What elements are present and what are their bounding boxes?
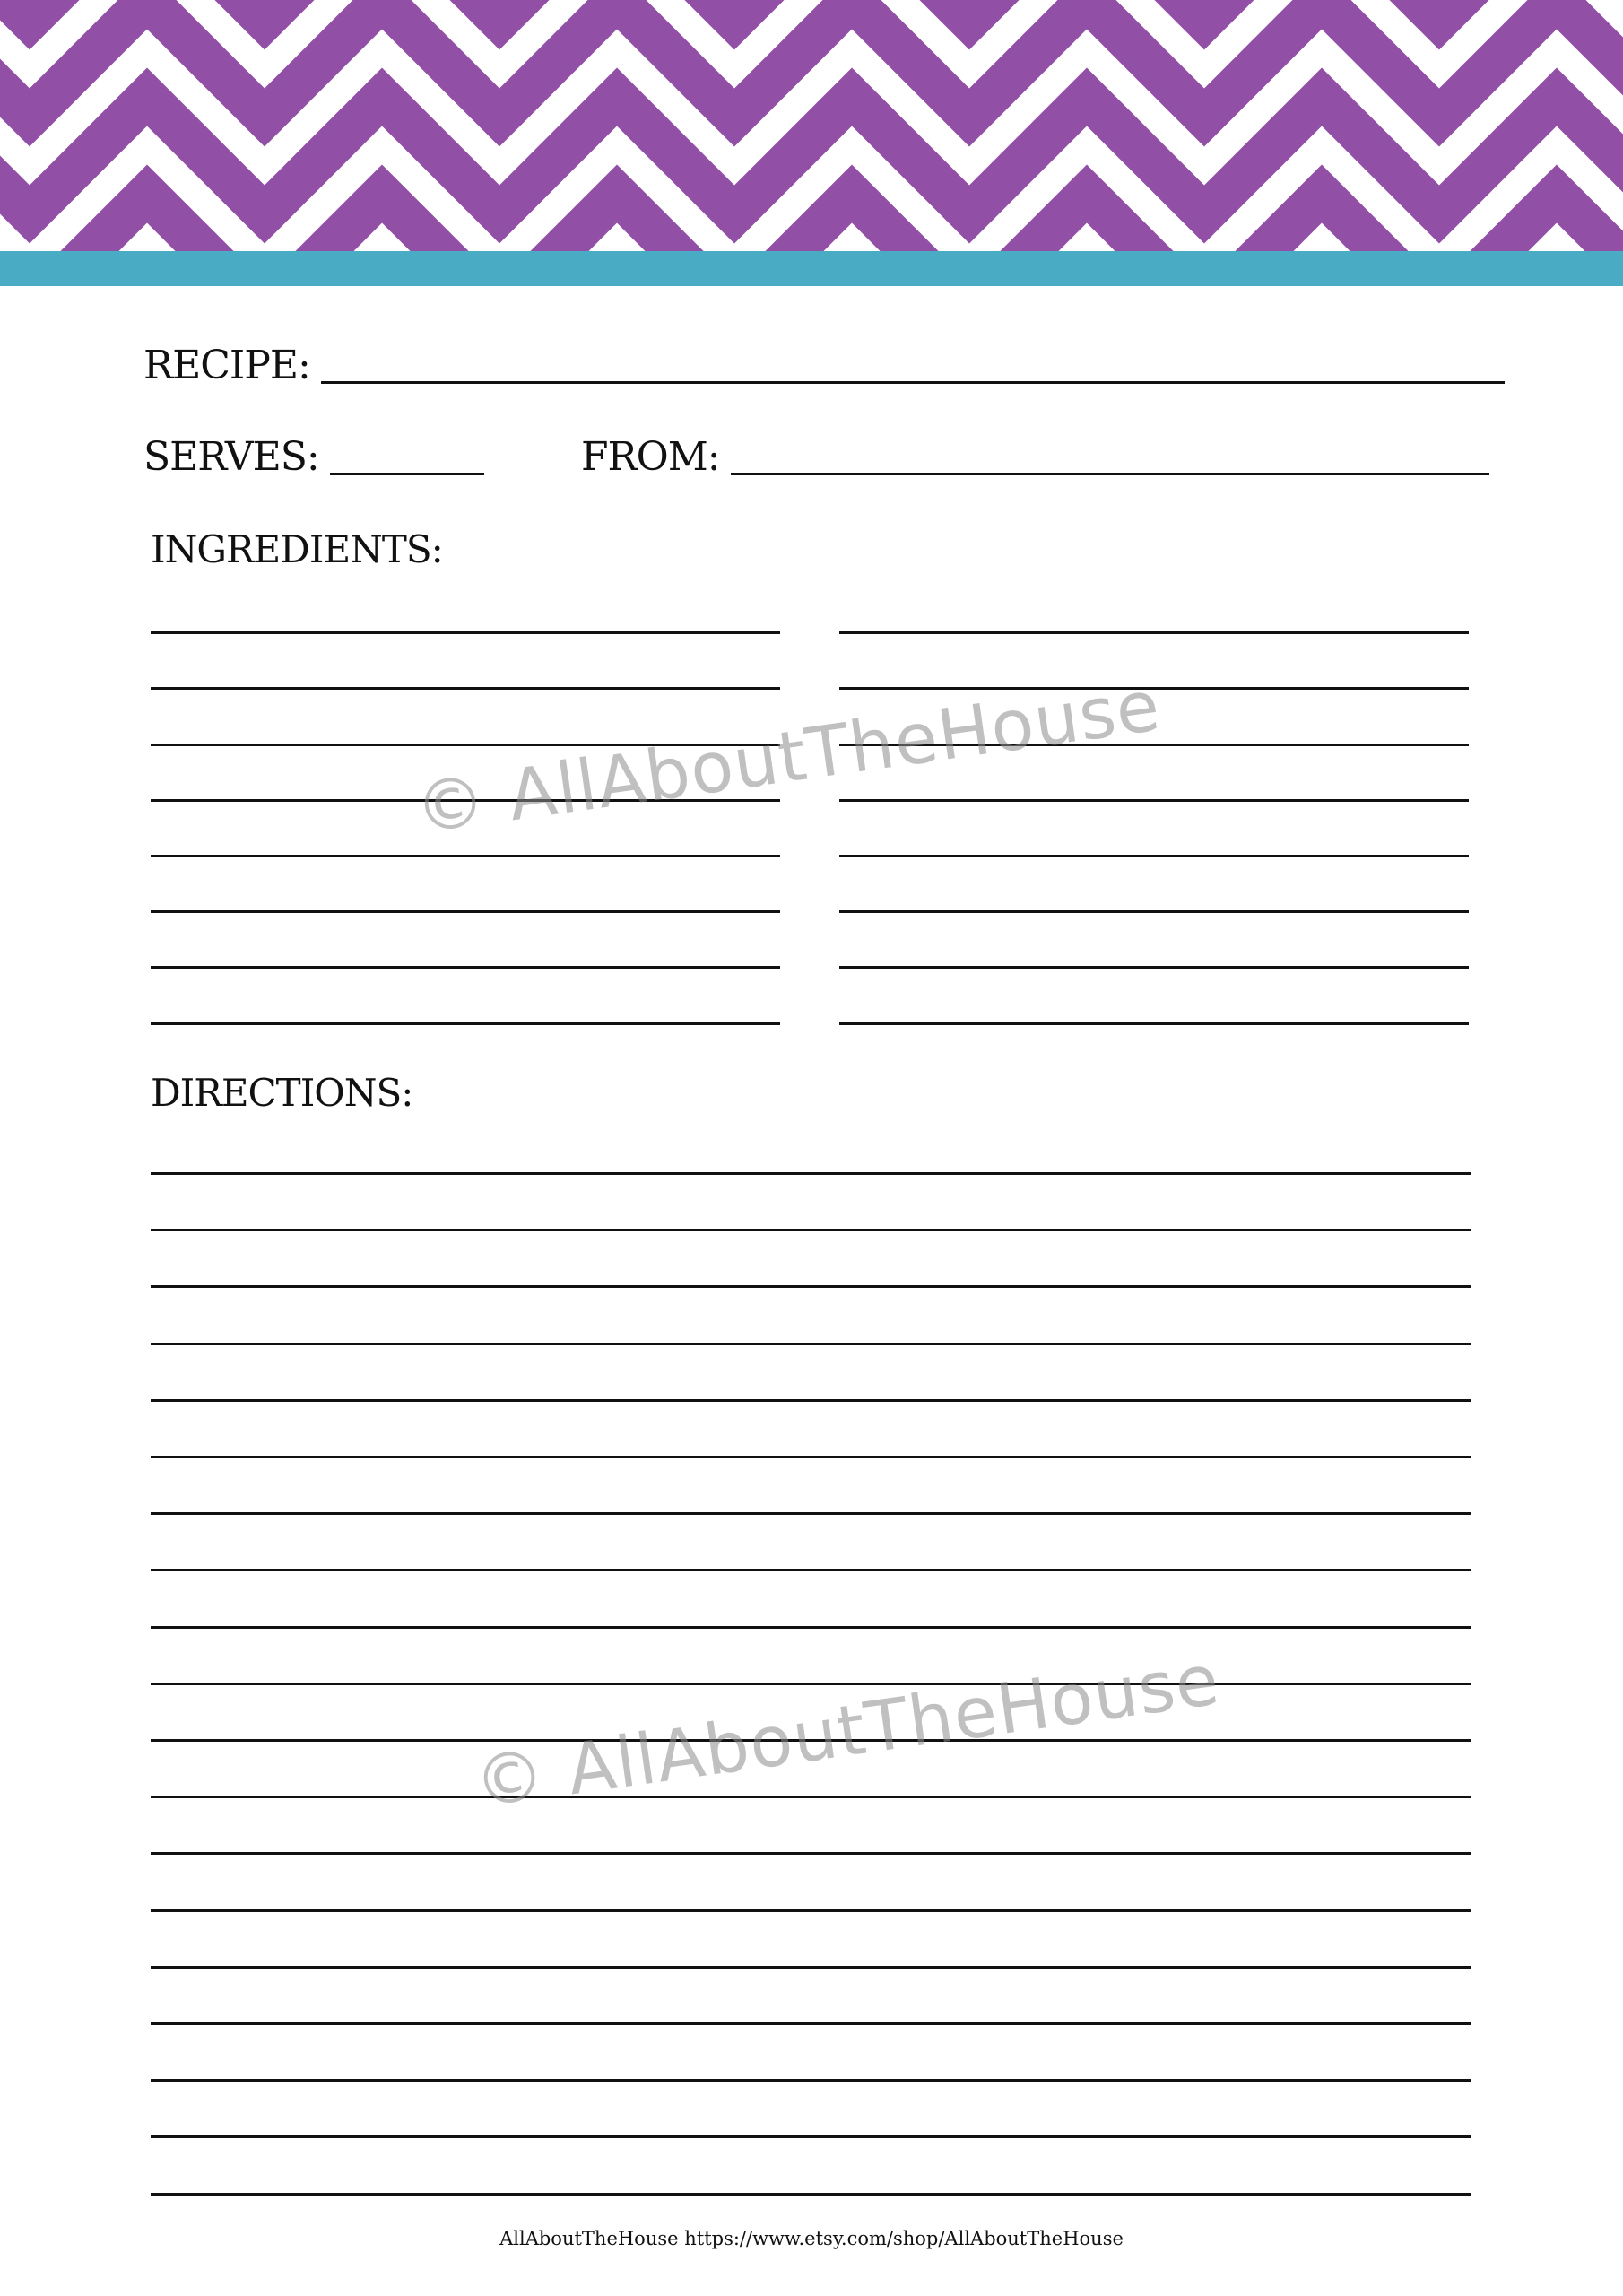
footer-credit: AllAboutTheHouse https://www.etsy.com/shop/AllAboutTheHouse: [499, 2228, 1124, 2249]
direction-line[interactable]: [151, 1343, 1471, 1345]
ingredients-heading: INGREDIENTS:: [151, 527, 443, 571]
directions-heading: DIRECTIONS:: [151, 1071, 413, 1115]
serves-line[interactable]: [330, 473, 484, 475]
watermark-text: © AllAboutTheHouse: [469, 1639, 1225, 1824]
direction-line[interactable]: [151, 2193, 1471, 2196]
direction-line[interactable]: [151, 1569, 1471, 1571]
ingredient-line[interactable]: [151, 910, 780, 913]
from-field: [581, 434, 1489, 480]
ingredient-line[interactable]: [839, 855, 1469, 857]
direction-line[interactable]: [151, 1909, 1471, 1912]
ingredient-line[interactable]: [839, 744, 1469, 746]
direction-line[interactable]: [151, 1285, 1471, 1288]
ingredient-line[interactable]: [151, 966, 780, 969]
direction-line[interactable]: [151, 2079, 1471, 2082]
recipe-line[interactable]: [321, 381, 1505, 384]
direction-line[interactable]: [151, 1796, 1471, 1798]
direction-line[interactable]: [151, 1966, 1471, 1969]
direction-line[interactable]: [151, 1852, 1471, 1855]
direction-line[interactable]: [151, 1739, 1471, 1742]
direction-line[interactable]: [151, 1512, 1471, 1515]
ingredient-line[interactable]: [839, 1022, 1469, 1025]
direction-line[interactable]: [151, 1399, 1471, 1402]
direction-line[interactable]: [151, 2022, 1471, 2025]
direction-line[interactable]: [151, 2135, 1471, 2138]
from-label: FROM:: [581, 434, 720, 480]
serves-field: [143, 434, 484, 480]
ingredient-line[interactable]: [839, 966, 1469, 969]
direction-line[interactable]: [151, 1626, 1471, 1629]
direction-line[interactable]: [151, 1172, 1471, 1175]
ingredient-line[interactable]: [839, 687, 1469, 690]
recipe-label: RECIPE:: [143, 343, 310, 388]
ingredient-line[interactable]: [151, 855, 780, 857]
ingredient-line[interactable]: [839, 631, 1469, 634]
direction-line[interactable]: [151, 1683, 1471, 1685]
from-line[interactable]: [731, 473, 1489, 475]
chevron-pattern-graphic: [0, 0, 1623, 251]
ingredient-line[interactable]: [151, 1022, 780, 1025]
accent-stripe: [0, 251, 1623, 286]
ingredient-line[interactable]: [151, 687, 780, 690]
watermark-text: © AllAboutTheHouse: [410, 665, 1166, 850]
chevron-header-pattern: [0, 0, 1623, 251]
serves-label: SERVES:: [143, 434, 319, 480]
ingredient-line[interactable]: [151, 744, 780, 746]
recipe-field: [143, 343, 1505, 388]
direction-line[interactable]: [151, 1456, 1471, 1458]
ingredient-line[interactable]: [151, 631, 780, 634]
ingredient-line[interactable]: [151, 799, 780, 802]
direction-line[interactable]: [151, 1229, 1471, 1231]
ingredient-line[interactable]: [839, 799, 1469, 802]
ingredient-line[interactable]: [839, 910, 1469, 913]
